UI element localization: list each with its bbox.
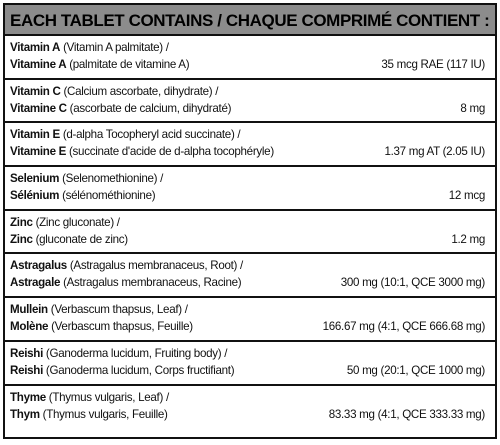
ingredient-row: [5, 298, 495, 342]
ingredient-name-en: Vitamin C: [10, 84, 61, 98]
ingredient-line-en: [10, 345, 485, 362]
ingredient-name-fr: Vitamine C: [10, 101, 67, 115]
ingredient-name-en: Vitamin E: [10, 128, 60, 142]
ingredient-line-fr: [10, 100, 485, 117]
ingredient-line-fr: [10, 362, 485, 379]
ingredient-amount: 1.37 mg AT (2.05 IU): [384, 145, 485, 159]
ingredient-source-fr: (palmitate de vitamine A): [69, 58, 190, 71]
ingredient-amount: 166.67 mg (4:1, QCE 666.68 mg): [322, 320, 485, 334]
ingredient-list: [5, 36, 495, 429]
ingredient-source-fr: (sélénométhionine): [62, 189, 156, 203]
ingredient-line-en: [10, 257, 485, 274]
ingredient-row: [5, 386, 495, 430]
ingredient-name-fr: Vitamine E: [10, 145, 67, 159]
ingredient-name-en: Vitamin A: [10, 41, 61, 54]
ingredient-name-fr: Sélénium: [10, 189, 60, 203]
ingredient-line-fr: [10, 318, 485, 335]
ingredient-name-fr: Vitamine A: [10, 58, 67, 71]
ingredient-source-en: (Vitamin A palmitate) /: [63, 41, 169, 54]
ingredient-name-fr: Zinc: [10, 232, 33, 246]
ingredient-line-fr: [10, 187, 485, 204]
ingredient-line-en: [10, 83, 485, 100]
ingredient-line-en: [10, 39, 485, 56]
ingredient-amount: 35 mcg RAE (117 IU): [381, 58, 485, 71]
ingredient-source-fr: (gluconate de zinc): [35, 232, 128, 246]
ingredient-row: [5, 167, 495, 211]
ingredient-source-en: (Selenomethionine) /: [62, 172, 164, 186]
ingredient-source-fr: (Astragalus membranaceus, Racine): [63, 276, 242, 290]
ingredient-name-fr: Reishi: [10, 363, 43, 377]
ingredient-line-en: [10, 170, 485, 187]
ingredient-source-en: (d-alpha Tocopheryl acid succinate) /: [62, 128, 241, 142]
ingredient-row: [5, 36, 495, 80]
ingredient-amount: 300 mg (10:1, QCE 3000 mg): [340, 276, 485, 290]
ingredient-name-en: Astragalus: [10, 259, 67, 273]
ingredient-source-en: (Verbascum thapsus, Leaf) /: [50, 303, 188, 317]
ingredient-line-fr: [10, 274, 485, 291]
ingredient-amount: 83.33 mg (4:1, QCE 333.33 mg): [328, 407, 485, 421]
ingredient-row: [5, 211, 495, 255]
ingredient-name-en: Mullein: [10, 303, 48, 317]
ingredient-source-fr: (Thymus vulgaris, Feuille): [42, 407, 168, 421]
ingredient-amount: 1.2 mg: [451, 232, 485, 246]
ingredient-amount: 50 mg (20:1, QCE 1000 mg): [346, 363, 485, 377]
ingredient-line-fr: [10, 143, 485, 160]
ingredient-name-en: Thyme: [10, 390, 46, 404]
ingredient-name-en: Zinc: [10, 215, 33, 229]
ingredient-amount: 12 mcg: [448, 189, 485, 203]
ingredient-line-fr: [10, 406, 485, 423]
ingredient-name-fr: Thym: [10, 407, 40, 421]
ingredient-row: [5, 80, 495, 124]
ingredient-source-fr: (ascorbate de calcium, dihydraté): [69, 101, 232, 115]
ingredient-source-en: (Ganoderma lucidum, Fruiting body) /: [45, 346, 228, 360]
ingredient-source-en: (Thymus vulgaris, Leaf) /: [48, 390, 169, 404]
ingredient-name-fr: Astragale: [10, 276, 61, 290]
ingredient-row: [5, 342, 495, 386]
ingredient-line-en: [10, 214, 485, 231]
supplement-facts-panel: [3, 3, 497, 439]
ingredient-amount: 8 mg: [460, 101, 485, 115]
ingredient-name-en: Selenium: [10, 172, 60, 186]
ingredient-source-en: (Zinc gluconate) /: [35, 215, 120, 229]
ingredient-source-fr: (Verbascum thapsus, Feuille): [51, 320, 193, 334]
ingredient-name-fr: Molène: [10, 320, 49, 334]
ingredient-source-fr: (succinate d'acide de d-alpha tocophéryle): [69, 145, 274, 159]
ingredient-line-en: [10, 389, 485, 406]
ingredient-source-en: (Astragalus membranaceus, Root) /: [69, 259, 243, 273]
panel-header: EACH TABLET CONTAINS / CHAQUE COMPRIMÉ CONTIENT :: [5, 5, 495, 36]
ingredient-line-fr: [10, 231, 485, 248]
ingredient-row: [5, 254, 495, 298]
ingredient-line-en: [10, 126, 485, 143]
ingredient-line-en: [10, 301, 485, 318]
ingredient-source-fr: (Ganoderma lucidum, Corps fructifiant): [45, 363, 235, 377]
ingredient-source-en: (Calcium ascorbate, dihydrate) /: [63, 84, 219, 98]
ingredient-line-fr: [10, 56, 485, 73]
ingredient-row: [5, 123, 495, 167]
ingredient-name-en: Reishi: [10, 346, 43, 360]
